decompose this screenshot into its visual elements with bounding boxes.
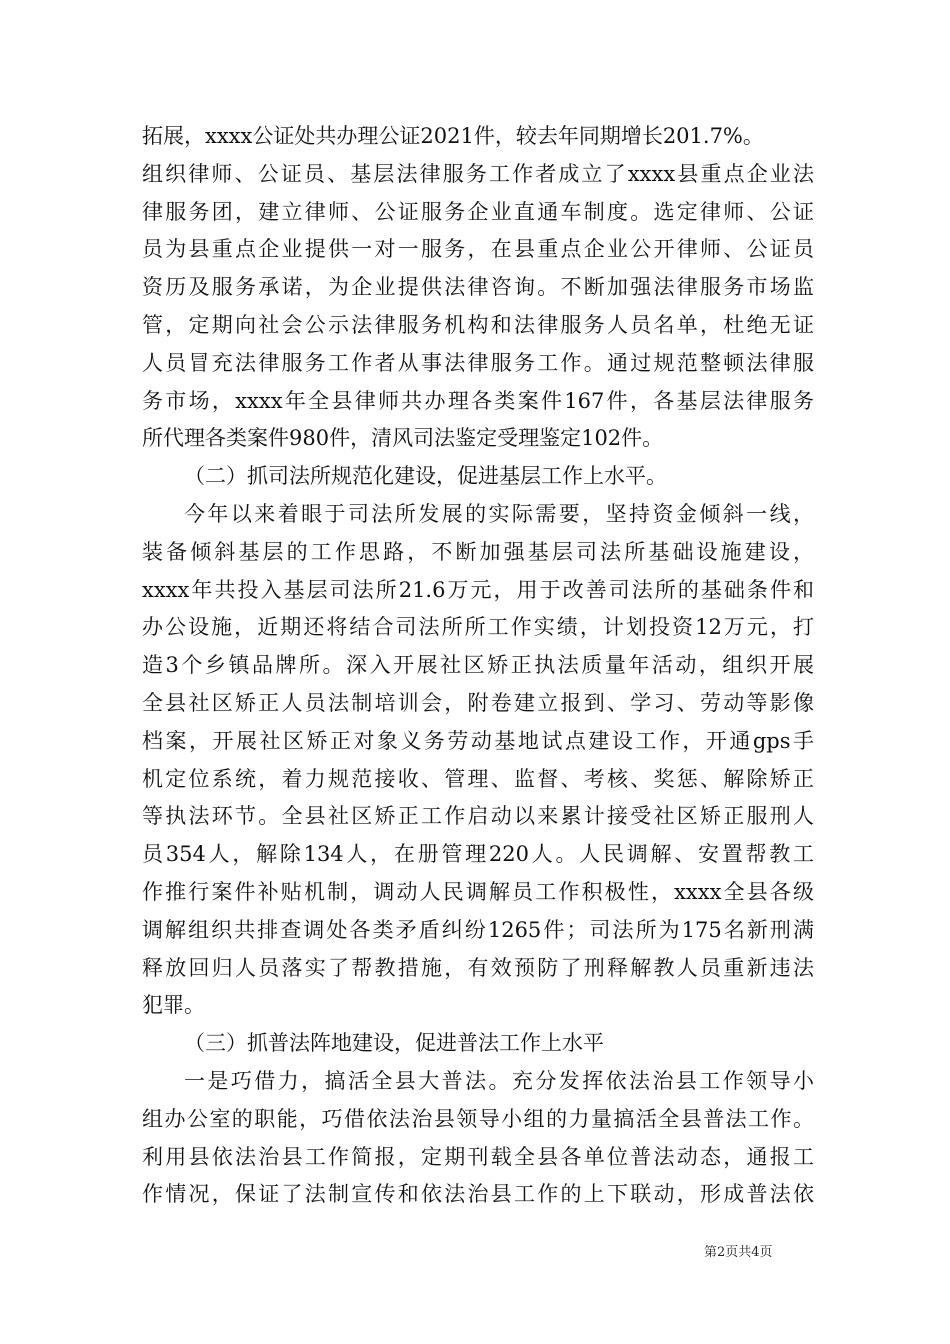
text-line: 管，定期向社会公示法律服务机构和法律服务人员名单，杜绝无证 — [142, 312, 814, 337]
text-line: 犯罪。 — [142, 993, 205, 1018]
text-line: 作情况，保证了法制宣传和依法治县工作的上下联动，形成普法依 — [142, 1182, 814, 1207]
text-line: 装备倾斜基层的工作思路，不断加强基层司法所基础设施建设， — [142, 539, 814, 564]
text-line: 拓展，xxxx公证处共办理公证2021件，较去年同期增长201.7%。 — [142, 124, 764, 148]
text-line: 释放回归人员落实了帮教措施，有效预防了刑释解教人员重新违法 — [142, 955, 814, 980]
text-line: 全县社区矫正人员法制培训会，附卷建立报到、学习、劳动等影像 — [142, 690, 814, 715]
text-line: 机定位系统，着力规范接收、管理、监督、考核、奖惩、解除矫正 — [142, 766, 814, 791]
text-line: 一是巧借力，搞活全县大普法。充分发挥依法治县工作领导小 — [184, 1068, 814, 1093]
text-line: （二）抓司法所规范化建设，促进基层工作上水平。 — [184, 464, 667, 489]
text-line: 所代理各类案件980件，清风司法鉴定受理鉴定102件。 — [142, 426, 664, 451]
text-line: 务市场，xxxx年全县律师共办理各类案件167件，各基层法律服务 — [142, 388, 814, 413]
page-number: 第2页共4页 — [704, 1245, 773, 1260]
text-line: 办公设施，近期还将结合司法所所工作实绩，计划投资12万元，打 — [142, 615, 814, 640]
document-body — [142, 118, 814, 1214]
text-line: 等执法环节。全县社区矫正工作启动以来累计接受社区矫正服刑人 — [142, 804, 814, 829]
text-line: 员354人，解除134人，在册管理220人。人民调解、安置帮教工 — [142, 842, 814, 867]
text-line: 律服务团，建立律师、公证服务企业直通车制度。选定律师、公证 — [142, 199, 814, 224]
text-line: 利用县依法治县工作简报，定期刊载全县各单位普法动态，通报工 — [142, 1144, 814, 1169]
text-line: 员为县重点企业提供一对一服务，在县重点企业公开律师、公证员 — [142, 237, 814, 262]
text-line: 档案，开展社区矫正对象义务劳动基地试点建设工作，开通gps手 — [142, 728, 814, 753]
text-line: 组办公室的职能，巧借依法治县领导小组的力量搞活全县普法工作。 — [142, 1106, 814, 1131]
text-line: 组织律师、公证员、基层法律服务工作者成立了xxxx县重点企业法 — [142, 161, 814, 186]
text-line: 资历及服务承诺，为企业提供法律咨询。不断加强法律服务市场监 — [142, 275, 814, 300]
text-line: 调解组织共排查调处各类矛盾纠纷1265件；司法所为175名新刑满 — [142, 917, 814, 942]
text-line: （三）抓普法阵地建设，促进普法工作上水平 — [184, 1031, 604, 1056]
text-line: 作推行案件补贴机制，调动人民调解员工作积极性，xxxx全县各级 — [142, 879, 814, 904]
text-line: 今年以来着眼于司法所发展的实际需要，坚持资金倾斜一线， — [184, 501, 814, 526]
text-line: 人员冒充法律服务工作者从事法律服务工作。通过规范整顿法律服 — [142, 350, 814, 375]
text-line: xxxx年共投入基层司法所21.6万元，用于改善司法所的基础条件和 — [142, 577, 814, 602]
text-line: 造3个乡镇品牌所。深入开展社区矫正执法质量年活动，组织开展 — [142, 653, 814, 678]
